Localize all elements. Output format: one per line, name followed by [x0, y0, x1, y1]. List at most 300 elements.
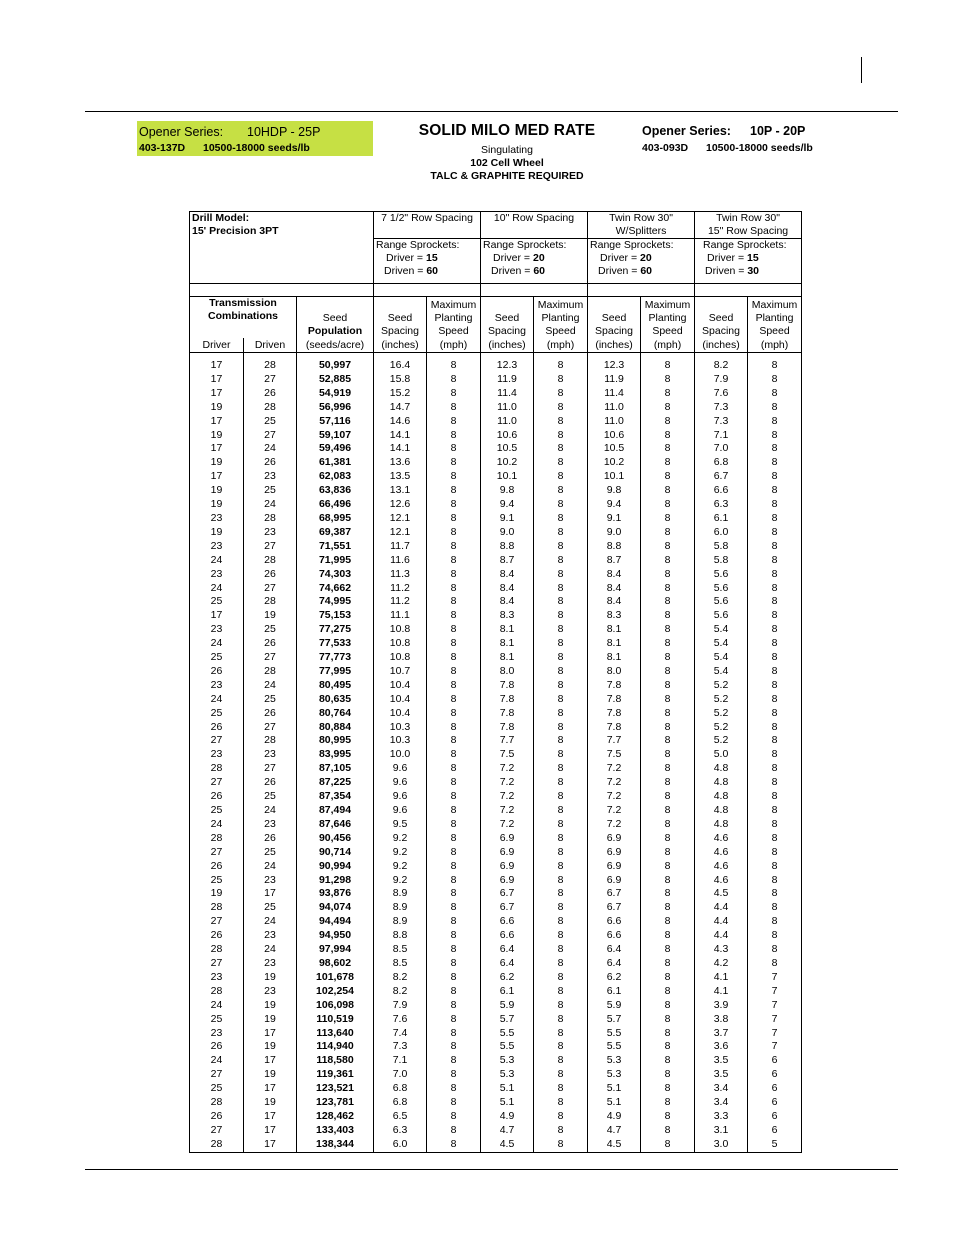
cell-speed-7-5: 8 [427, 748, 481, 762]
table-row [190, 790, 802, 804]
cell-spacing-twin-15: 4.8 [695, 790, 748, 804]
cell-driver: 27 [190, 846, 244, 860]
cell-population: 128,462 [297, 1110, 374, 1124]
table-row [190, 1096, 802, 1110]
population-header [297, 297, 374, 339]
cell-spacing-10: 9.1 [481, 512, 534, 526]
cell-spacing-10: 6.4 [481, 943, 534, 957]
cell-spacing-7-5: 10.4 [374, 707, 427, 721]
cell-driven: 19 [244, 609, 297, 623]
cell-spacing-twin-15: 3.3 [695, 1110, 748, 1124]
cell-speed-twin-splitters: 8 [641, 762, 695, 776]
cell-spacing-twin-splitters: 6.9 [588, 846, 641, 860]
cell-speed-twin-15: 8 [748, 609, 802, 623]
cell-driven: 24 [244, 915, 297, 929]
cell-speed-twin-15: 8 [748, 429, 802, 443]
group-sprockets-2 [481, 239, 588, 284]
cell-driven: 19 [244, 1096, 297, 1110]
column-header-row-2 [190, 338, 802, 353]
cell-driven: 19 [244, 1040, 297, 1054]
cell-speed-10: 8 [534, 401, 588, 415]
cell-spacing-twin-splitters: 8.1 [588, 637, 641, 651]
cell-speed-7-5: 8 [427, 373, 481, 387]
cell-population: 87,225 [297, 776, 374, 790]
cell-speed-twin-splitters: 8 [641, 1068, 695, 1082]
table-row [190, 832, 802, 846]
cell-driven: 23 [244, 929, 297, 943]
cell-speed-10: 8 [534, 1013, 588, 1027]
cell-population: 94,074 [297, 901, 374, 915]
cell-spacing-twin-splitters: 7.2 [588, 818, 641, 832]
spacing-header-4 [695, 297, 748, 339]
cell-speed-twin-15: 8 [748, 456, 802, 470]
cell-speed-twin-splitters: 8 [641, 401, 695, 415]
table-row [190, 748, 802, 762]
cell-population: 62,083 [297, 470, 374, 484]
cell-spacing-twin-15: 4.8 [695, 776, 748, 790]
cell-spacing-10: 7.8 [481, 679, 534, 693]
cell-population: 110,519 [297, 1013, 374, 1027]
cell-population: 56,996 [297, 401, 374, 415]
cell-spacing-twin-15: 3.0 [695, 1138, 748, 1152]
cell-driven: 28 [244, 359, 297, 373]
cell-spacing-7-5: 12.6 [374, 498, 427, 512]
cell-speed-7-5: 8 [427, 818, 481, 832]
cell-spacing-7-5: 9.6 [374, 790, 427, 804]
cell-spacing-10: 7.8 [481, 721, 534, 735]
cell-speed-7-5: 8 [427, 1082, 481, 1096]
spacing-header-1 [374, 297, 427, 339]
cell-spacing-10: 9.0 [481, 526, 534, 540]
cell-driver: 26 [190, 860, 244, 874]
cell-speed-twin-splitters: 8 [641, 1124, 695, 1138]
cell-driver: 28 [190, 832, 244, 846]
cell-population: 80,635 [297, 693, 374, 707]
cell-population: 113,640 [297, 1027, 374, 1041]
left-opener-label: Opener Series: [139, 125, 224, 139]
cell-speed-10: 8 [534, 470, 588, 484]
cell-spacing-twin-15: 4.4 [695, 929, 748, 943]
cell-population: 74,662 [297, 582, 374, 596]
table-row [190, 804, 802, 818]
speed-h4-1: Maximum [751, 299, 798, 311]
cell-driven: 19 [244, 1068, 297, 1082]
cell-spacing-twin-15: 4.4 [695, 901, 748, 915]
cell-population: 59,107 [297, 429, 374, 443]
driver-value-1: 15 [425, 252, 438, 264]
cell-speed-twin-15: 8 [748, 554, 802, 568]
cell-speed-twin-15: 8 [748, 623, 802, 637]
cell-spacing-7-5: 10.8 [374, 637, 427, 651]
cell-spacing-twin-splitters: 7.8 [588, 679, 641, 693]
speed-h3-1: Maximum [644, 299, 691, 311]
cell-spacing-twin-splitters: 5.1 [588, 1096, 641, 1110]
cell-driven: 23 [244, 957, 297, 971]
cell-population: 71,551 [297, 540, 374, 554]
cell-speed-twin-splitters: 8 [641, 540, 695, 554]
cell-driven: 23 [244, 818, 297, 832]
cell-driver: 27 [190, 957, 244, 971]
cell-speed-twin-15: 7 [748, 985, 802, 999]
transmission-header-2: Combinations [208, 310, 278, 322]
cell-population: 91,298 [297, 874, 374, 888]
cell-spacing-twin-splitters: 8.8 [588, 540, 641, 554]
cell-speed-7-5: 8 [427, 637, 481, 651]
cell-spacing-7-5: 11.2 [374, 582, 427, 596]
cell-speed-10: 8 [534, 804, 588, 818]
cell-driven: 17 [244, 1054, 297, 1068]
transmission-header-1: Transmission [209, 297, 277, 309]
table-row [190, 1040, 802, 1054]
cell-population: 77,533 [297, 637, 374, 651]
chart-title-block [407, 122, 607, 182]
cell-driver: 28 [190, 1138, 244, 1152]
spacing-h3-1: Seed [601, 312, 627, 324]
cell-driver: 23 [190, 971, 244, 985]
cell-speed-10: 8 [534, 512, 588, 526]
cell-spacing-7-5: 6.3 [374, 1124, 427, 1138]
group-title-2-text: 10" Row Spacing [493, 212, 575, 224]
spacing-unit-3: (inches) [588, 338, 641, 353]
left-opener-series [139, 125, 321, 139]
cell-speed-7-5: 8 [427, 985, 481, 999]
cell-population: 68,995 [297, 512, 374, 526]
cell-spacing-twin-splitters: 10.5 [588, 442, 641, 456]
cell-spacing-twin-15: 5.4 [695, 623, 748, 637]
cell-speed-7-5: 8 [427, 762, 481, 776]
table-row [190, 456, 802, 470]
cell-speed-7-5: 8 [427, 484, 481, 498]
cell-speed-7-5: 8 [427, 999, 481, 1013]
cell-spacing-7-5: 7.1 [374, 1054, 427, 1068]
cell-driven: 25 [244, 846, 297, 860]
cell-driven: 19 [244, 1013, 297, 1027]
right-part-number: 403-093D [642, 142, 689, 154]
cell-speed-10: 8 [534, 582, 588, 596]
cell-speed-twin-splitters: 8 [641, 442, 695, 456]
cell-spacing-twin-15: 5.4 [695, 665, 748, 679]
right-opener-label: Opener Series: [642, 124, 731, 138]
cell-driver: 19 [190, 498, 244, 512]
cell-spacing-twin-splitters: 6.4 [588, 943, 641, 957]
spacing-unit-2: (inches) [481, 338, 534, 353]
cell-speed-twin-15: 7 [748, 1040, 802, 1054]
cell-speed-10: 8 [534, 540, 588, 554]
cell-driver: 23 [190, 748, 244, 762]
cell-spacing-twin-15: 6.3 [695, 498, 748, 512]
cell-spacing-7-5: 10.4 [374, 679, 427, 693]
cell-spacing-7-5: 12.1 [374, 512, 427, 526]
cell-speed-twin-15: 8 [748, 679, 802, 693]
cell-spacing-10: 11.4 [481, 387, 534, 401]
cell-spacing-twin-15: 5.4 [695, 637, 748, 651]
cell-spacing-10: 5.5 [481, 1040, 534, 1054]
spacing-h2-1: Seed [494, 312, 520, 324]
cell-spacing-twin-splitters: 4.5 [588, 1138, 641, 1152]
cell-spacing-10: 12.3 [481, 359, 534, 373]
cell-speed-7-5: 8 [427, 957, 481, 971]
cell-spacing-twin-15: 3.1 [695, 1124, 748, 1138]
spacing-h3-2: Spacing [595, 325, 633, 337]
cell-speed-twin-15: 8 [748, 790, 802, 804]
cell-driver: 25 [190, 707, 244, 721]
cell-spacing-7-5: 12.1 [374, 526, 427, 540]
cell-speed-10: 8 [534, 1040, 588, 1054]
cell-driver: 26 [190, 721, 244, 735]
table-row [190, 707, 802, 721]
right-opener-part [642, 142, 822, 154]
cell-speed-twin-splitters: 8 [641, 609, 695, 623]
cell-speed-10: 8 [534, 526, 588, 540]
cell-spacing-twin-splitters: 5.3 [588, 1054, 641, 1068]
cell-driven: 26 [244, 776, 297, 790]
table-row [190, 637, 802, 651]
cell-driven: 17 [244, 887, 297, 901]
cell-driver: 25 [190, 1013, 244, 1027]
cell-speed-twin-splitters: 8 [641, 665, 695, 679]
cell-population: 93,876 [297, 887, 374, 901]
cell-spacing-10: 5.7 [481, 1013, 534, 1027]
cell-spacing-7-5: 7.6 [374, 1013, 427, 1027]
cell-spacing-twin-splitters: 5.9 [588, 999, 641, 1013]
left-opener-value: 10HDP - 25P [247, 125, 321, 139]
cell-driver: 25 [190, 1082, 244, 1096]
cell-population: 87,494 [297, 804, 374, 818]
cell-speed-7-5: 8 [427, 887, 481, 901]
right-opener-value: 10P - 20P [750, 124, 806, 138]
spacing-h1-2: Spacing [381, 325, 419, 337]
cell-speed-twin-splitters: 8 [641, 943, 695, 957]
cell-speed-10: 8 [534, 1082, 588, 1096]
cell-speed-twin-splitters: 8 [641, 971, 695, 985]
cell-spacing-10: 5.3 [481, 1068, 534, 1082]
cell-speed-7-5: 8 [427, 1124, 481, 1138]
cell-speed-twin-15: 7 [748, 1013, 802, 1027]
table-row [190, 609, 802, 623]
cell-speed-twin-splitters: 8 [641, 832, 695, 846]
cell-spacing-twin-15: 4.6 [695, 846, 748, 860]
cell-spacing-twin-15: 3.5 [695, 1054, 748, 1068]
cell-spacing-twin-15: 4.1 [695, 971, 748, 985]
cell-population: 71,995 [297, 554, 374, 568]
cell-spacing-twin-splitters: 11.0 [588, 401, 641, 415]
cell-speed-twin-15: 6 [748, 1124, 802, 1138]
cell-driver: 24 [190, 999, 244, 1013]
cell-spacing-10: 8.1 [481, 637, 534, 651]
cell-speed-10: 8 [534, 568, 588, 582]
speed-h1-1: Maximum [430, 299, 477, 311]
cell-spacing-10: 7.2 [481, 776, 534, 790]
cell-spacing-7-5: 7.9 [374, 999, 427, 1013]
table-row [190, 415, 802, 429]
cell-speed-10: 8 [534, 693, 588, 707]
cell-spacing-twin-15: 5.6 [695, 568, 748, 582]
cell-speed-twin-splitters: 8 [641, 901, 695, 915]
cell-driven: 23 [244, 748, 297, 762]
cell-population: 59,496 [297, 442, 374, 456]
cell-driven: 17 [244, 1027, 297, 1041]
cell-driven: 24 [244, 860, 297, 874]
cell-spacing-twin-15: 5.6 [695, 582, 748, 596]
cell-driver: 27 [190, 1124, 244, 1138]
cell-population: 97,994 [297, 943, 374, 957]
cell-spacing-10: 6.7 [481, 887, 534, 901]
cell-spacing-twin-splitters: 5.7 [588, 1013, 641, 1027]
cell-spacing-twin-15: 6.8 [695, 456, 748, 470]
cell-driven: 24 [244, 498, 297, 512]
cell-population: 90,994 [297, 860, 374, 874]
cell-population: 123,521 [297, 1082, 374, 1096]
cell-spacing-10: 6.2 [481, 971, 534, 985]
cell-speed-twin-splitters: 8 [641, 1096, 695, 1110]
cell-population: 138,344 [297, 1138, 374, 1152]
cell-driver: 28 [190, 901, 244, 915]
driven-col-header: Driven [244, 338, 297, 353]
cell-spacing-twin-15: 3.5 [695, 1068, 748, 1082]
cell-speed-7-5: 8 [427, 429, 481, 443]
cell-spacing-twin-15: 7.6 [695, 387, 748, 401]
cell-spacing-10: 8.7 [481, 554, 534, 568]
cell-driven: 27 [244, 373, 297, 387]
speed-h1-3: Speed [438, 325, 469, 337]
table-row [190, 470, 802, 484]
cell-driver: 23 [190, 1027, 244, 1041]
cell-speed-twin-15: 6 [748, 1068, 802, 1082]
cell-spacing-10: 4.5 [481, 1138, 534, 1152]
cell-speed-7-5: 8 [427, 387, 481, 401]
cell-driven: 27 [244, 721, 297, 735]
cell-driver: 23 [190, 679, 244, 693]
cell-spacing-10: 5.9 [481, 999, 534, 1013]
cell-spacing-7-5: 8.2 [374, 985, 427, 999]
cell-spacing-twin-15: 5.6 [695, 595, 748, 609]
table-row [190, 484, 802, 498]
cell-spacing-10: 10.1 [481, 470, 534, 484]
cell-spacing-7-5: 11.7 [374, 540, 427, 554]
cell-spacing-10: 5.3 [481, 1054, 534, 1068]
cell-speed-7-5: 8 [427, 540, 481, 554]
cell-population: 74,303 [297, 568, 374, 582]
subtitle-singulating: Singulating [481, 144, 533, 156]
speed-h4-2: Planting [755, 312, 794, 324]
cell-speed-10: 8 [534, 985, 588, 999]
speed-h3-3: Speed [652, 325, 683, 337]
cell-speed-10: 8 [534, 957, 588, 971]
cell-driven: 26 [244, 568, 297, 582]
cell-speed-7-5: 8 [427, 721, 481, 735]
cell-spacing-7-5: 10.8 [374, 651, 427, 665]
speed-h4-3: Speed [759, 325, 790, 337]
cell-population: 101,678 [297, 971, 374, 985]
cell-speed-7-5: 8 [427, 707, 481, 721]
cell-speed-twin-15: 8 [748, 526, 802, 540]
cell-spacing-twin-splitters: 9.0 [588, 526, 641, 540]
cell-speed-twin-15: 5 [748, 1138, 802, 1152]
cell-spacing-twin-splitters: 10.2 [588, 456, 641, 470]
cell-speed-7-5: 8 [427, 915, 481, 929]
cell-speed-twin-splitters: 8 [641, 387, 695, 401]
table-row [190, 887, 802, 901]
cell-driver: 23 [190, 623, 244, 637]
table-row [190, 1110, 802, 1124]
cell-speed-10: 8 [534, 901, 588, 915]
cell-speed-7-5: 8 [427, 554, 481, 568]
cell-spacing-twin-15: 3.8 [695, 1013, 748, 1027]
cell-speed-7-5: 8 [427, 623, 481, 637]
population-header-1: Seed [322, 312, 348, 324]
cell-speed-twin-15: 8 [748, 387, 802, 401]
table-row [190, 762, 802, 776]
driver-label-1: Driver = [386, 252, 426, 264]
cell-speed-10: 8 [534, 609, 588, 623]
cell-driver: 27 [190, 1068, 244, 1082]
cell-speed-7-5: 8 [427, 442, 481, 456]
cell-speed-twin-15: 8 [748, 957, 802, 971]
cell-population: 80,764 [297, 707, 374, 721]
cell-speed-10: 8 [534, 860, 588, 874]
cell-speed-7-5: 8 [427, 832, 481, 846]
cell-speed-twin-15: 8 [748, 943, 802, 957]
cell-spacing-7-5: 7.0 [374, 1068, 427, 1082]
cell-population: 74,995 [297, 595, 374, 609]
cell-spacing-twin-15: 5.2 [695, 693, 748, 707]
cell-speed-7-5: 8 [427, 401, 481, 415]
cell-spacing-twin-splitters: 6.2 [588, 971, 641, 985]
table-row [190, 401, 802, 415]
cell-spacing-10: 4.7 [481, 1124, 534, 1138]
cell-population: 69,387 [297, 526, 374, 540]
cell-driven: 25 [244, 415, 297, 429]
table-row [190, 1138, 802, 1152]
group-title-4 [695, 212, 802, 239]
cell-driven: 25 [244, 484, 297, 498]
cell-spacing-twin-15: 6.7 [695, 470, 748, 484]
cell-speed-twin-splitters: 8 [641, 790, 695, 804]
cell-speed-10: 8 [534, 971, 588, 985]
cell-spacing-twin-splitters: 6.7 [588, 887, 641, 901]
cell-spacing-10: 4.9 [481, 1110, 534, 1124]
cell-driver: 23 [190, 512, 244, 526]
cell-spacing-twin-15: 4.8 [695, 762, 748, 776]
cell-speed-10: 8 [534, 498, 588, 512]
cell-spacing-twin-splitters: 7.2 [588, 776, 641, 790]
cell-speed-7-5: 8 [427, 582, 481, 596]
table-row [190, 526, 802, 540]
spacing-h4-2: Spacing [702, 325, 740, 337]
cell-spacing-7-5: 8.8 [374, 929, 427, 943]
cell-spacing-7-5: 11.1 [374, 609, 427, 623]
cell-speed-10: 8 [534, 1096, 588, 1110]
cell-driver: 25 [190, 651, 244, 665]
cell-driver: 27 [190, 915, 244, 929]
cell-speed-10: 8 [534, 387, 588, 401]
cell-speed-10: 8 [534, 665, 588, 679]
cell-speed-10: 8 [534, 595, 588, 609]
cell-population: 94,950 [297, 929, 374, 943]
cell-speed-twin-splitters: 8 [641, 679, 695, 693]
cell-speed-twin-15: 8 [748, 665, 802, 679]
cell-speed-10: 8 [534, 1054, 588, 1068]
table-row [190, 1027, 802, 1041]
cell-population: 118,580 [297, 1054, 374, 1068]
cell-population: 83,995 [297, 748, 374, 762]
cell-speed-twin-splitters: 8 [641, 512, 695, 526]
speed-header-1 [427, 297, 481, 339]
cell-population: 87,105 [297, 762, 374, 776]
table-row [190, 915, 802, 929]
cell-speed-twin-splitters: 8 [641, 526, 695, 540]
footer-rule [85, 1169, 898, 1170]
